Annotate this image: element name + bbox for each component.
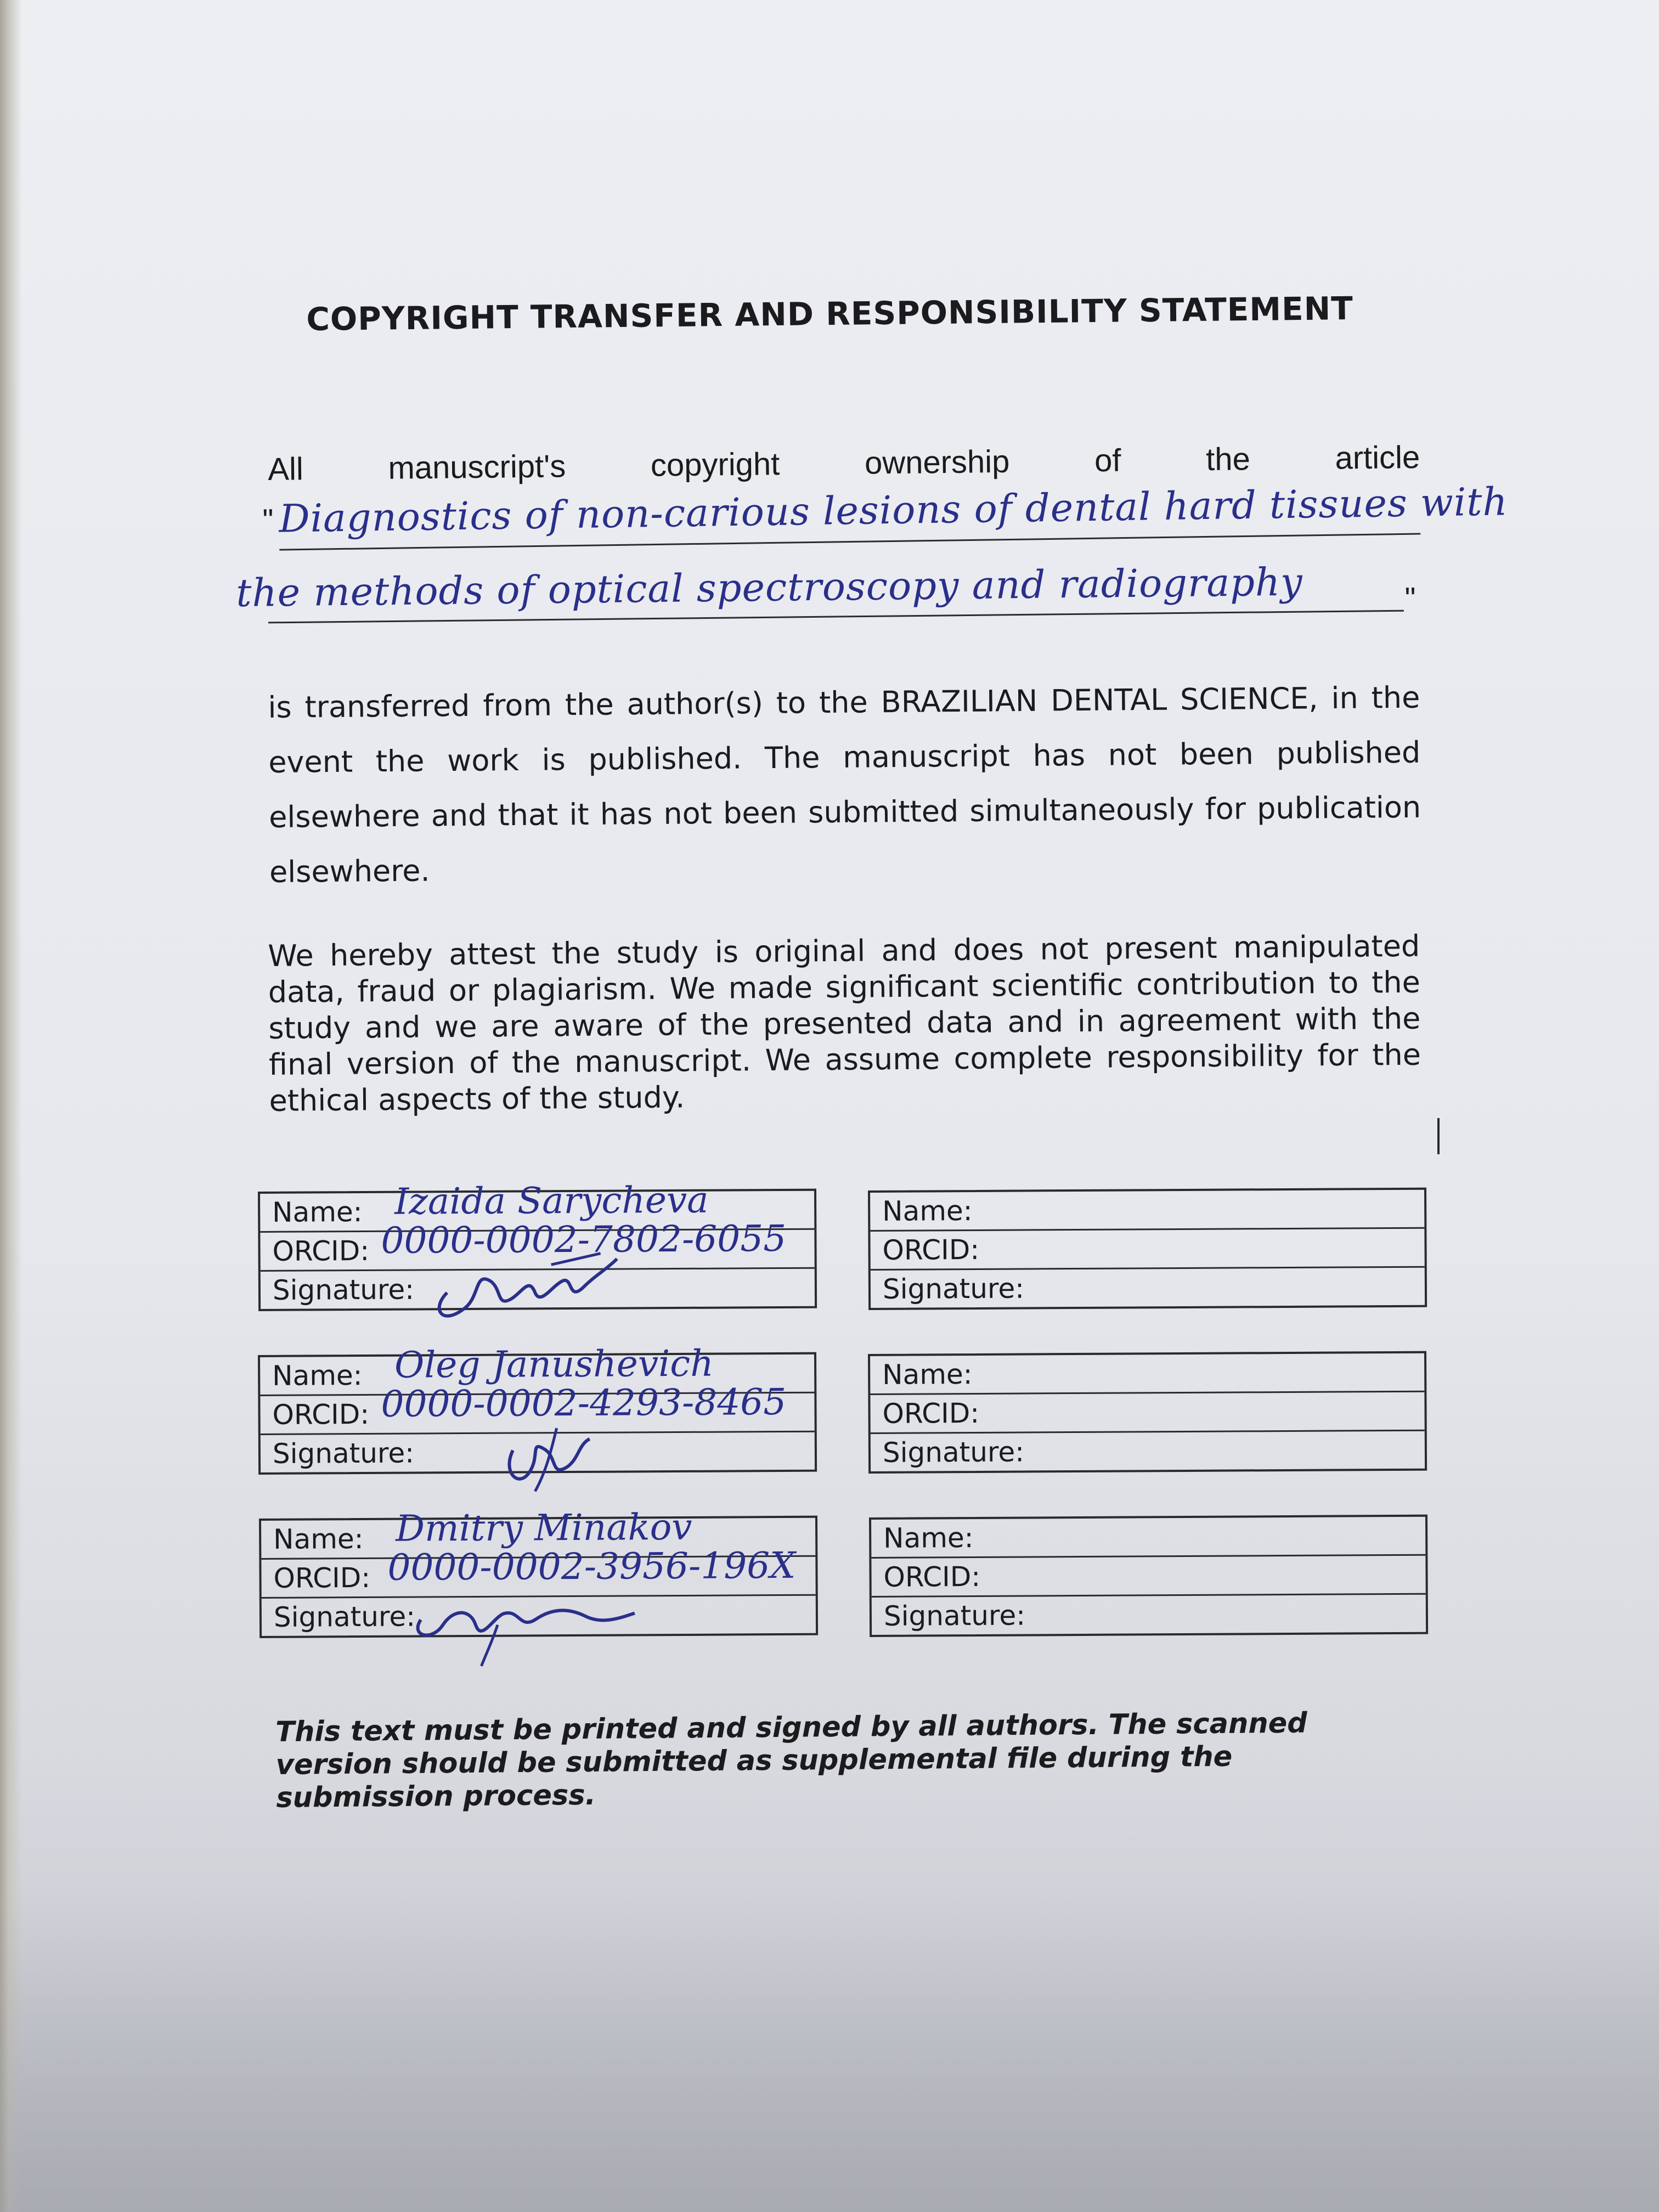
name-row [870,1353,1424,1393]
name-label: Name: [272,1359,363,1392]
author-name-handwritten: Dmitry Minakov [395,1505,692,1550]
intro-word: All [268,451,304,487]
author-box-3 [259,1505,818,1638]
signature-label: Signature: [882,1436,1025,1469]
open-quote: " [262,502,274,537]
name-label: Name: [882,1358,973,1391]
author-name-handwritten: Izaida Sarycheva [394,1178,709,1223]
orcid-label: ORCID: [272,1398,370,1431]
name-label: Name: [882,1195,973,1227]
author-name-handwritten: Oleg Janushevich [394,1342,714,1386]
responsibility-paragraph: We hereby attest the study is original and does not present manipulated data, fraud or plagiarism. We made significant scientific contribution to the study and we are aware of the presented data and in agreement with the final version of the manuscript. We assume complete responsibility for the ethical aspects of the study. [268,928,1421,1118]
signature-scribble [496,1417,607,1494]
name-row [870,1190,1424,1230]
signature-label: Signature: [272,1273,415,1306]
signature-row [261,1267,815,1309]
footer-instructions: This text must be printed and signed by all authors. The scanned version should be submitted as supplemental file during the submission process. [275,1707,1307,1814]
author-box-1 [258,1178,817,1311]
author-orcid-handwritten: 0000-0002-3956-196X [387,1544,796,1589]
intro-line [268,439,1420,488]
intro-word: of [1094,442,1121,479]
blank-author-box-2 [868,1351,1427,1474]
signature-row [871,1430,1425,1471]
blank-author-box-3 [869,1515,1428,1637]
author-orcid-handwritten: 0000-0002-4293-8465 [381,1380,787,1425]
intro-word: copyright [650,446,780,483]
signature-label: Signature: [882,1272,1025,1305]
name-row [871,1517,1425,1557]
intro-word: manuscript's [388,448,566,486]
orcid-label: ORCID: [272,1234,370,1267]
orcid-label: ORCID: [882,1397,980,1430]
orcid-row [870,1227,1424,1269]
signature-label: Signature: [883,1599,1026,1632]
orcid-row [871,1554,1425,1596]
intro-word: article [1335,439,1420,476]
signature-row [262,1594,816,1636]
signature-row [261,1431,815,1472]
name-label: Name: [883,1522,974,1554]
close-quote: " [1404,580,1416,616]
transfer-paragraph: is transferred from the author(s) to the BRAZILIAN DENTAL SCIENCE, in the event the work is published. The manuscript has not been published elsewhere and that it has not been submitted simultaneously for publication elsewhere. [268,680,1421,889]
signature-scribble [425,1248,623,1326]
article-title-handwritten-2: the methods of optical spectroscopy and radiography [236,559,1303,616]
article-title-handwritten-1: Diagnostics of non-carious lesions of dental hard tissues with [278,479,1509,541]
orcid-label: ORCID: [882,1233,980,1266]
signature-label: Signature: [273,1600,416,1633]
orcid-label: ORCID: [273,1561,371,1594]
author-orcid-handwritten: 0000-0002-7802-6055 [381,1217,787,1262]
stray-mark [1437,1118,1440,1154]
signature-label: Signature: [272,1437,415,1470]
article-title-line-2 [236,558,1427,631]
signature-row [871,1266,1425,1308]
orcid-row [870,1391,1424,1432]
orcid-label: ORCID: [883,1560,981,1593]
blank-author-box-1 [868,1188,1427,1310]
name-label: Name: [272,1196,363,1228]
author-box-2 [258,1342,817,1475]
name-label: Name: [273,1523,364,1555]
signature-scribble [410,1585,641,1669]
page-bottom-shadow [0,1893,1659,2212]
page-edge-shadow [0,0,22,2212]
article-title-line-1 [262,479,1514,557]
document-title: COPYRIGHT TRANSFER AND RESPONSIBILITY STATEMENT [306,290,1354,338]
signature-row [872,1593,1426,1635]
intro-word: ownership [864,443,1010,481]
intro-word: the [1205,441,1251,478]
